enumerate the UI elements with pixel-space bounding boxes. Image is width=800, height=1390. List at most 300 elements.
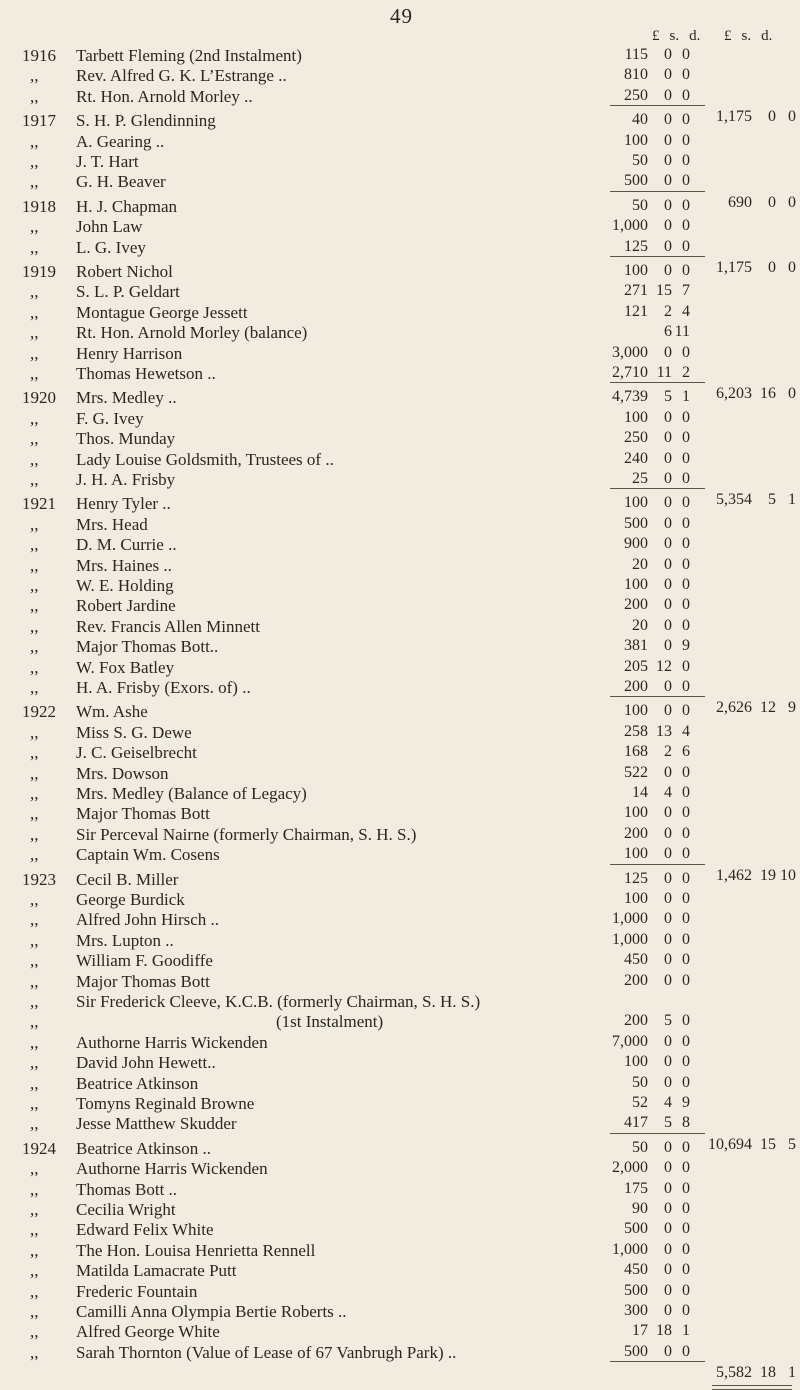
amount [600, 364, 690, 382]
amount [600, 535, 690, 553]
donor-name-text: Captain Wm. Cosens [76, 845, 220, 865]
donor-name [76, 172, 666, 192]
ditto-mark: ,, [30, 131, 39, 151]
ditto-mark: ,, [30, 282, 39, 302]
ledger-row [0, 238, 800, 258]
ledger-row [0, 576, 800, 596]
amount-pounds: 14 [632, 784, 648, 801]
amount [600, 1200, 690, 1218]
donor-name-text: The Hon. Louisa Henrietta Rennell [76, 1240, 316, 1260]
total-pounds: 5,582 [716, 1364, 752, 1382]
donor-name [76, 429, 666, 449]
donor-name-text: Mrs. Haines .. [76, 555, 172, 575]
amount-pounds: 50 [632, 196, 648, 214]
year-label: 1922 [22, 702, 56, 722]
amount-pounds: 450 [624, 951, 648, 969]
total-pence: 0 [788, 108, 796, 126]
ledger-row [0, 890, 800, 910]
amount-pounds: 810 [624, 66, 648, 84]
amount-shillings: 0 [664, 1053, 672, 1071]
ledger-row [0, 470, 800, 490]
donor-name-text: D. M. Currie .. [76, 535, 177, 555]
ledger-row [0, 845, 800, 865]
amount-pence: 0 [682, 555, 690, 573]
ledger-row [0, 87, 800, 107]
ledger-row [0, 972, 800, 992]
amount [600, 1159, 690, 1177]
donor-name-text: Jesse Matthew Skudder [76, 1114, 237, 1134]
amount-pounds: 500 [624, 514, 648, 532]
amount-pence: 0 [682, 470, 690, 487]
amount [600, 972, 690, 990]
ditto-mark: ,, [30, 576, 39, 595]
amount-shillings: 0 [664, 702, 672, 720]
amount [600, 1053, 690, 1071]
ledger-row [0, 825, 800, 845]
total-pounds: 1,462 [716, 866, 752, 884]
amount-shillings: 0 [664, 66, 672, 84]
total-shillings: 19 [760, 866, 776, 884]
amount-pence: 0 [682, 890, 690, 907]
ledger-row [0, 1241, 800, 1261]
donor-name [76, 870, 666, 890]
year-label: 1924 [22, 1138, 56, 1158]
donor-name-text: John Law [76, 217, 143, 237]
ledger-row [0, 1261, 800, 1281]
donor-name-text: Henry Harrison [76, 343, 183, 363]
ledger-row [0, 992, 800, 1012]
amount [600, 1094, 690, 1112]
amount-pence: 0 [682, 1138, 690, 1156]
amount-pounds: 258 [624, 722, 648, 740]
donor-name [76, 262, 666, 282]
amount-shillings: 0 [664, 555, 672, 573]
ditto-mark: ,, [30, 1094, 39, 1113]
total-shillings: 0 [768, 108, 776, 126]
ledger-row [0, 723, 800, 743]
donor-name [76, 890, 666, 910]
amount-shillings: 0 [664, 1261, 672, 1279]
donor-name-text: David John Hewett.. [76, 1053, 216, 1073]
amount-pounds: 168 [624, 743, 648, 761]
amount-pounds: 17 [632, 1322, 648, 1340]
amount-shillings: 0 [664, 930, 672, 948]
donor-name [76, 596, 666, 616]
year-label: 1918 [22, 196, 56, 216]
amount [600, 323, 690, 341]
amount [600, 262, 690, 280]
donor-name [76, 303, 666, 323]
ditto-mark: ,, [30, 951, 39, 971]
amount-shillings: 0 [664, 1179, 672, 1197]
amount-pounds: 4,739 [612, 388, 648, 406]
amount-shillings: 0 [664, 1302, 672, 1319]
ledger-row [0, 743, 800, 763]
amount [600, 723, 690, 741]
ditto-mark: ,, [30, 535, 39, 555]
amount [600, 1282, 690, 1300]
donor-name [76, 931, 666, 951]
donor-name-text: Beatrice Atkinson [76, 1073, 199, 1093]
amount [600, 1033, 690, 1051]
amount-pounds: 417 [624, 1114, 648, 1132]
ditto-mark: ,, [30, 302, 39, 322]
amount-shillings: 0 [664, 131, 672, 149]
amount-pence: 9 [682, 1094, 690, 1111]
amount-pounds: 100 [624, 804, 648, 822]
amount [600, 46, 690, 64]
amount-shillings: 0 [664, 1200, 672, 1217]
total-pence: 5 [788, 1135, 796, 1153]
ledger-row [0, 910, 800, 930]
amount-pence: 0 [682, 824, 690, 842]
amount-pounds: 300 [624, 1302, 648, 1319]
amount-shillings: 2 [664, 743, 672, 761]
ledger-row [0, 1094, 800, 1114]
amount-pence: 0 [682, 449, 690, 467]
amount-shillings: 0 [664, 824, 672, 842]
ledger-row [0, 323, 800, 343]
total-pence: 0 [788, 193, 796, 211]
donor-name-text: Mrs. Medley (Balance of Legacy) [76, 784, 307, 803]
amount-pounds: 1,000 [612, 930, 648, 948]
amount-shillings: 5 [664, 1012, 672, 1030]
ledger-row [0, 1220, 800, 1240]
amount-pounds: 271 [624, 282, 648, 300]
donor-name [76, 1139, 666, 1159]
donor-name [76, 1302, 666, 1322]
ledger-row [0, 678, 800, 698]
donor-name [76, 344, 666, 364]
donor-name [76, 658, 666, 678]
amount-pounds: 125 [624, 237, 648, 255]
amount-shillings: 0 [664, 616, 672, 634]
donor-name [76, 723, 666, 743]
amount-shillings: 0 [664, 449, 672, 467]
subtotal-rule [610, 382, 705, 383]
amount-pounds: 25 [632, 470, 648, 487]
amount-pence: 0 [682, 1302, 690, 1319]
amount-pence: 0 [682, 845, 690, 863]
amount-pounds: 3,000 [612, 343, 648, 361]
ditto-mark: ,, [30, 514, 39, 534]
ditto-mark: ,, [30, 845, 39, 865]
ledger-row [0, 764, 800, 784]
ledger-row [0, 429, 800, 449]
amount-pounds: 20 [632, 555, 648, 573]
amount [600, 637, 690, 655]
amount-pounds: 100 [624, 262, 648, 279]
ledger-row [0, 388, 800, 408]
donor-name [76, 282, 666, 302]
amount-shillings: 0 [664, 869, 672, 887]
amount-shillings: 0 [664, 494, 672, 512]
ditto-mark: ,, [30, 1200, 39, 1219]
subtotal-rule [610, 1361, 705, 1362]
ditto-mark: ,, [30, 637, 39, 657]
ditto-mark: ,, [30, 66, 39, 86]
donor-name [76, 364, 666, 384]
year-label: 1917 [22, 111, 56, 131]
amount-pence: 1 [682, 388, 690, 406]
amount-pounds: 200 [624, 678, 648, 695]
amount [600, 910, 690, 928]
amount-pence: 0 [682, 702, 690, 720]
donor-name-text: W. Fox Batley [76, 657, 175, 677]
ledger-row [0, 409, 800, 429]
amount [600, 678, 690, 696]
donor-name-text: Rt. Hon. Arnold Morley (balance) [76, 323, 308, 343]
amount [600, 702, 690, 720]
donor-name-text: Authorne Harris Wickenden [76, 1159, 268, 1179]
amount-pounds: 200 [624, 824, 648, 842]
amount [600, 344, 690, 362]
ditto-mark: ,, [30, 172, 39, 192]
donor-name [76, 1241, 666, 1261]
subtotal-rule [610, 696, 705, 697]
amount-shillings: 11 [656, 364, 672, 381]
total-pence: 0 [788, 259, 796, 276]
amount-pence: 0 [682, 657, 690, 675]
ledger-row [0, 494, 800, 514]
amount-shillings: 0 [664, 262, 672, 279]
donor-name-text: Montague George Jessett [76, 302, 248, 322]
donor-name [76, 1200, 666, 1220]
year-label: 1923 [22, 869, 56, 889]
amount-pence: 0 [682, 152, 690, 169]
amount-pence: 0 [682, 1032, 690, 1050]
amount-pence: 0 [682, 1200, 690, 1217]
amount-pounds: 100 [624, 890, 648, 907]
ditto-mark: ,, [30, 890, 39, 909]
donor-name [76, 1094, 666, 1114]
donor-name [76, 470, 666, 490]
amount [600, 890, 690, 908]
amount-pounds: 1,000 [612, 910, 648, 928]
amount-shillings: 0 [664, 804, 672, 822]
donor-name [76, 46, 666, 66]
amount-pounds: 100 [624, 576, 648, 593]
donor-name-text: Thomas Hewetson .. [76, 364, 216, 383]
donor-name-text: Robert Nichol [76, 262, 173, 281]
amount-pounds: 500 [624, 1220, 648, 1238]
ledger-row [0, 702, 800, 722]
amount [600, 515, 690, 533]
amount-pounds: 100 [624, 408, 648, 426]
ditto-mark: ,, [30, 1220, 39, 1240]
donor-name [76, 1159, 666, 1179]
ditto-mark: ,, [30, 449, 39, 469]
donor-name [76, 972, 666, 992]
amount-pence: 0 [682, 196, 690, 214]
donor-name-text: Sir Frederick Cleeve, K.C.B. (formerly Chairman, S. H. S.) [76, 992, 481, 1011]
amount-pounds: 50 [632, 1138, 648, 1156]
donor-name-text: Cecil B. Miller [76, 869, 179, 889]
amount-shillings: 0 [664, 172, 672, 190]
donor-name-text: Sarah Thornton (Value of Lease of 67 Vanbrugh Park) .. [76, 1342, 457, 1362]
ledger-row [0, 282, 800, 302]
amount [600, 1343, 690, 1361]
ledger-row [0, 1200, 800, 1220]
amount-pounds: 900 [624, 535, 648, 553]
amount-pence: 0 [682, 784, 690, 801]
subtotal-rule [610, 1133, 705, 1134]
amount-shillings: 0 [664, 408, 672, 426]
donor-name-text: Mrs. Head [76, 514, 148, 534]
donor-name [76, 323, 666, 343]
donor-name [76, 217, 666, 237]
amount-pence: 0 [682, 1159, 690, 1177]
amount-shillings: 0 [664, 576, 672, 593]
amount-shillings: 0 [664, 890, 672, 907]
amount-pence: 0 [682, 1179, 690, 1197]
ditto-mark: ,, [30, 910, 39, 930]
ditto-mark: ,, [30, 217, 39, 237]
amount [600, 494, 690, 512]
donor-name-text: Tomyns Reginald Browne [76, 1094, 255, 1113]
amount-shillings: 0 [664, 343, 672, 361]
donor-name-text: Lady Louise Goldsmith, Trustees of .. [76, 449, 334, 469]
ditto-mark: ,, [30, 429, 39, 449]
ledger-row [0, 1343, 800, 1363]
amount-pence: 11 [674, 323, 690, 341]
ditto-mark: ,, [30, 408, 39, 428]
ledger-row [0, 1053, 800, 1073]
total-pounds: 1,175 [716, 108, 752, 126]
amount-shillings: 0 [664, 1240, 672, 1258]
ditto-mark: ,, [30, 237, 39, 257]
amount-shillings: 0 [664, 217, 672, 235]
ledger-row [0, 535, 800, 555]
donor-name-text: Frederic Fountain [76, 1281, 198, 1301]
ledger-row [0, 364, 800, 384]
donor-name [76, 1114, 666, 1134]
total-shillings: 0 [768, 259, 776, 276]
donor-name-text: J. C. Geiselbrecht [76, 743, 197, 763]
amount-pence: 0 [682, 514, 690, 532]
amount [600, 1261, 690, 1279]
year-label: 1920 [22, 388, 56, 408]
amount-pence: 0 [682, 763, 690, 781]
ledger-row [0, 132, 800, 152]
ledger-row [0, 804, 800, 824]
ditto-mark: ,, [30, 678, 39, 697]
amount-pence: 7 [682, 282, 690, 300]
amount-pence: 0 [682, 1240, 690, 1258]
ledger-row [0, 344, 800, 364]
amount-pence: 0 [682, 951, 690, 969]
amount-shillings: 0 [664, 763, 672, 781]
amount [600, 870, 690, 888]
amount-pence: 0 [682, 910, 690, 928]
amount-pounds: 175 [624, 1179, 648, 1197]
donor-name [76, 1261, 666, 1281]
donor-name-text: G. H. Beaver [76, 172, 166, 192]
subtotal-rule [610, 191, 705, 192]
donor-name-text: F. G. Ivey [76, 408, 144, 428]
amount-shillings: 0 [664, 1032, 672, 1050]
amount-shillings: 0 [664, 596, 672, 614]
total-pounds: 2,626 [716, 699, 752, 717]
grand-total-double-rule [712, 1385, 792, 1390]
amount-shillings: 0 [664, 1159, 672, 1177]
ledger-row [0, 931, 800, 951]
amount [600, 197, 690, 215]
ledger-row [0, 617, 800, 637]
amount [600, 931, 690, 949]
donor-name-text: Major Thomas Bott [76, 971, 210, 991]
amount-pence: 0 [682, 596, 690, 614]
donor-name [76, 1074, 666, 1094]
donor-name-text: Tarbett Fleming (2nd Instalment) [76, 46, 302, 65]
donor-name [76, 743, 666, 763]
total-shillings: 12 [760, 699, 776, 717]
ditto-mark: ,, [30, 1032, 39, 1052]
donor-name-text: William F. Goodiffe [76, 951, 213, 971]
ditto-mark: ,, [30, 1179, 39, 1199]
amount-pounds: 2,000 [612, 1159, 648, 1177]
amount-pence: 0 [682, 172, 690, 190]
donor-name [76, 702, 666, 722]
amount-pounds: 500 [624, 172, 648, 190]
ditto-mark: ,, [30, 1322, 39, 1342]
amount [600, 1074, 690, 1092]
donor-name [76, 1282, 666, 1302]
donor-name [76, 784, 666, 804]
donor-name [76, 637, 666, 657]
amount-pounds: 40 [632, 111, 648, 129]
amount-shillings: 0 [664, 678, 672, 695]
amount-shillings: 0 [664, 1138, 672, 1156]
donor-name [76, 1012, 800, 1032]
amount-pence: 0 [682, 1073, 690, 1091]
year-label: 1921 [22, 494, 56, 514]
amount-pounds: 100 [624, 845, 648, 863]
amount-pence: 0 [682, 576, 690, 593]
ditto-mark: ,, [30, 1053, 39, 1073]
amount-pence: 2 [682, 364, 690, 381]
donor-name-text: H. A. Frisby (Exors. of) .. [76, 678, 251, 697]
amount [600, 596, 690, 614]
amount-pence: 0 [682, 262, 690, 279]
total-pence: 0 [788, 385, 796, 403]
donor-name [76, 388, 666, 408]
donor-name [76, 197, 666, 217]
ditto-mark: ,, [30, 804, 39, 824]
amount [600, 804, 690, 822]
donor-name [76, 152, 666, 172]
ledger-row [0, 197, 800, 217]
ditto-mark: ,, [30, 364, 39, 383]
column-header-amounts: £ s. d. [652, 28, 701, 44]
donor-name-text: J. H. A. Frisby [76, 470, 176, 489]
subtotal-rule [610, 256, 705, 257]
donor-name-text: Mrs. Dowson [76, 763, 169, 783]
ledger-row [0, 1139, 800, 1159]
ditto-mark: ,, [30, 1261, 39, 1281]
total-pounds: 10,694 [708, 1135, 752, 1153]
ditto-mark: ,, [30, 784, 39, 803]
donor-name [76, 409, 666, 429]
amount-pounds: 115 [624, 46, 648, 63]
amount-pence: 0 [682, 1220, 690, 1238]
donor-name [76, 535, 666, 555]
ditto-mark: ,, [30, 616, 39, 636]
ditto-mark: ,, [30, 930, 39, 950]
ledger-row [0, 172, 800, 192]
amount [600, 429, 690, 447]
amount-pence: 0 [682, 408, 690, 426]
